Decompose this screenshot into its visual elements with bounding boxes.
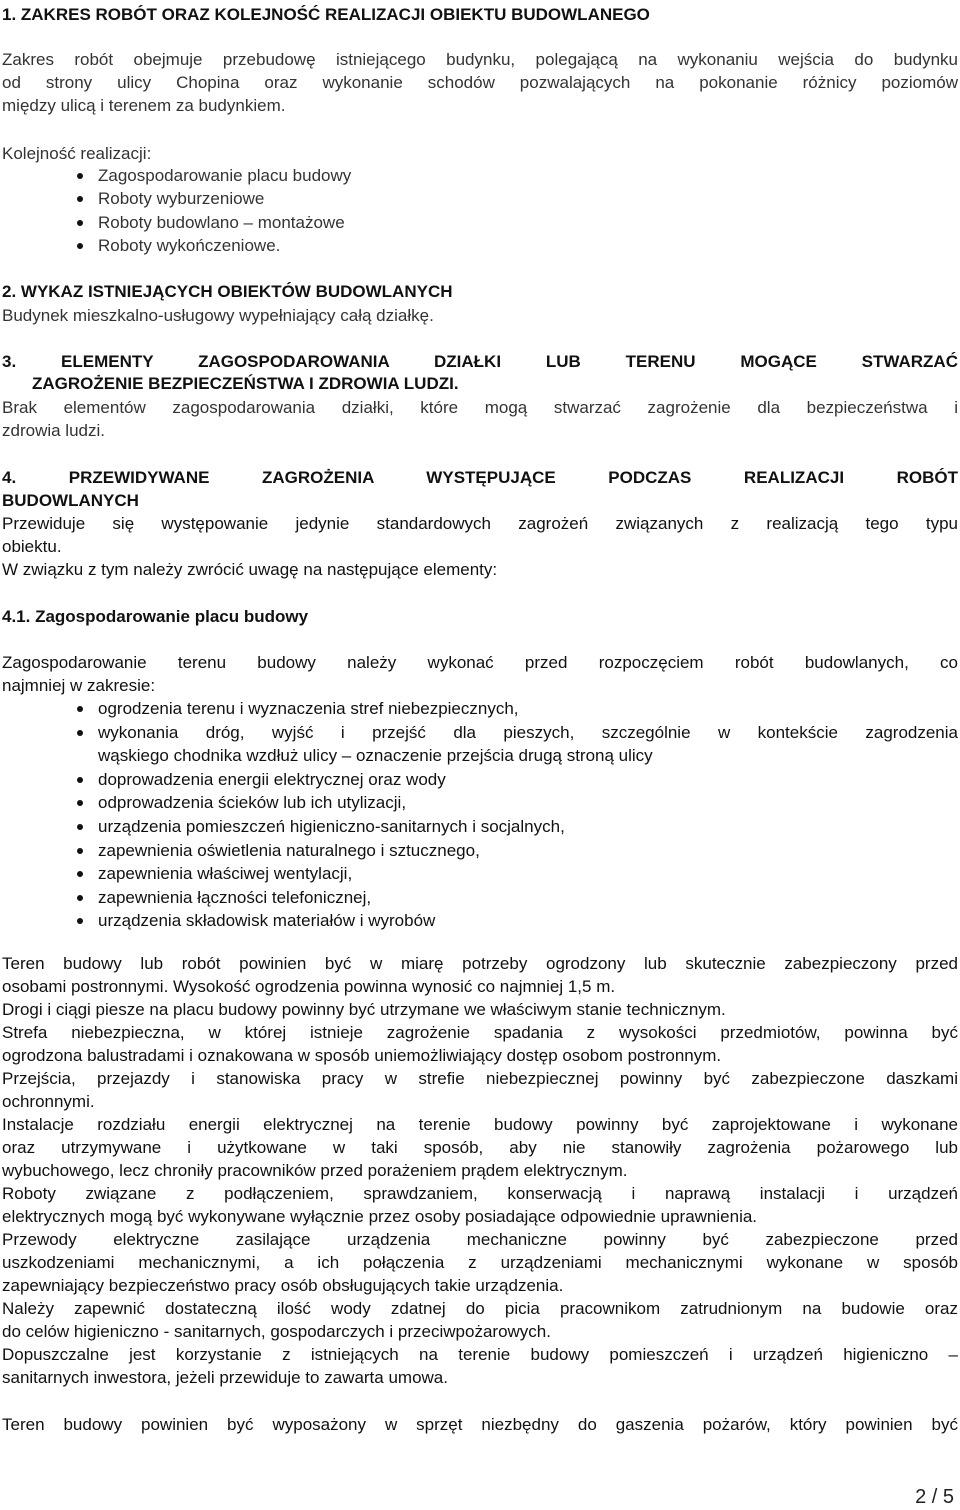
list-item: doprowadzenia energii elektrycznej oraz wody bbox=[70, 768, 958, 792]
list-item: Roboty wyburzeniowe bbox=[70, 187, 950, 210]
paragraph-line: wybuchowego, lecz chroniły pracowników przed porażeniem prądem elektrycznym. bbox=[2, 1161, 628, 1180]
paragraph-line: Należy zapewnić dostateczną ilość wody zdatnej do picia pracownikom zatrudnionym na budowie oraz bbox=[2, 1299, 958, 1318]
list-item: zapewnienia łączności telefonicznej, bbox=[70, 886, 958, 910]
paragraph-line: ochronnymi. bbox=[2, 1092, 95, 1111]
section-3-heading-cont: ZAGROŻENIE BEZPIECZEŃSTWA I ZDROWIA LUDZI. bbox=[32, 374, 459, 393]
paragraph-line: Roboty związane z podłączeniem, sprawdzaniem, konserwacją i naprawą instalacji i urządzeń bbox=[2, 1184, 958, 1203]
paragraph-line: oraz utrzymywane i użytkowane w taki sposób, aby nie stanowiły zagrożenia pożarowego lub bbox=[2, 1138, 958, 1157]
order-label: Kolejność realizacji: bbox=[2, 144, 152, 163]
paragraph-line: Teren budowy lub robót powinien być w miarę potrzeby ogrodzony lub skutecznie zabezpieczony przed bbox=[2, 954, 958, 973]
paragraph-line: uszkodzeniami mechanicznymi, a ich połączenia z urządzeniami mechanicznymi wykonane w sposób bbox=[2, 1253, 958, 1272]
section-4-1-heading: 4.1. Zagospodarowanie placu budowy bbox=[2, 607, 309, 626]
paragraph-line: Przejścia, przejazdy i stanowiska pracy w strefie niebezpiecznej powinny być zabezpieczone daszkami bbox=[2, 1069, 958, 1088]
section-4-heading: 4. PRZEWIDYWANE ZAGROŻENIA WYSTĘPUJĄCE PODCZAS REALIZACJI ROBÓT bbox=[2, 468, 958, 487]
paragraph-line: W związku z tym należy zwrócić uwagę na następujące elementy: bbox=[2, 560, 498, 579]
paragraph-line: Zagospodarowanie terenu budowy należy wykonać przed rozpoczęciem robót budowlanych, co bbox=[2, 653, 958, 672]
paragraph-line: od strony ulicy Chopina oraz wykonanie schodów pozwalających na pokonanie różnicy poziomów bbox=[2, 73, 958, 92]
paragraph-line: zdrowia ludzi. bbox=[2, 421, 105, 440]
section-2-heading: 2. WYKAZ ISTNIEJĄCYCH OBIEKTÓW BUDOWLANYCH bbox=[2, 282, 453, 301]
list-item-continuation: wąskiego chodnika wzdłuż ulicy – oznaczenie przejścia drugą stroną ulicy bbox=[98, 746, 653, 766]
paragraph-line: Zakres robót obejmuje przebudowę istniejącego budynku, polegającą na wykonaniu wejścia do budynku bbox=[2, 50, 958, 69]
paragraph-line: osobami postronnymi. Wysokość ogrodzenia powinna wynosić co najmniej 1,5 m. bbox=[2, 977, 616, 996]
site-scope-list bbox=[70, 697, 958, 933]
section-3-heading: 3. ELEMENTY ZAGOSPODAROWANIA DZIAŁKI LUB TERENU MOGĄCE STWARZAĆ bbox=[2, 352, 958, 371]
paragraph-line: Budynek mieszkalno-usługowy wypełniający całą działkę. bbox=[2, 306, 434, 325]
paragraph-line: Drogi i ciągi piesze na placu budowy powinny być utrzymane we właściwym stanie technicznym. bbox=[2, 1000, 726, 1019]
paragraph-line: Brak elementów zagospodarowania działki, które mogą stwarzać zagrożenie dla bezpieczeństwa i bbox=[2, 398, 958, 417]
paragraph-line: do celów higieniczno - sanitarnych, gospodarczych i przeciwpożarowych. bbox=[2, 1322, 551, 1341]
list-item: odprowadzenia ścieków lub ich utylizacji, bbox=[70, 791, 958, 815]
section-4-heading-cont: BUDOWLANYCH bbox=[2, 491, 139, 510]
page-number: 2 / 5 bbox=[915, 1486, 954, 1508]
list-item: zapewnienia właściwej wentylacji, bbox=[70, 862, 958, 886]
paragraph-line: Przewiduje się występowanie jedynie standardowych zagrożeń związanych z realizacją tego typu bbox=[2, 514, 958, 533]
paragraph-line: obiektu. bbox=[2, 537, 62, 556]
paragraph-line: elektrycznych mogą być wykonywane wyłącznie przez osoby posiadające odpowiednie uprawnienia. bbox=[2, 1207, 758, 1226]
list-item: ogrodzenia terenu i wyznaczenia stref niebezpiecznych, bbox=[70, 697, 958, 721]
paragraph-line: Instalacje rozdziału energii elektrycznej na terenie budowy powinny być zaprojektowane i wykonane bbox=[2, 1115, 958, 1134]
paragraph-line: sanitarnych inwestora, jeżeli przewiduje to zawarta umowa. bbox=[2, 1368, 448, 1387]
list-item: wykonania dróg, wyjść i przejść dla pieszych, szczególnie w kontekście zagrodzenia bbox=[70, 721, 958, 745]
list-item: Roboty budowlano – montażowe bbox=[70, 211, 950, 234]
paragraph-line: między ulicą i terenem za budynkiem. bbox=[2, 96, 286, 115]
list-item: Roboty wykończeniowe. bbox=[70, 234, 950, 257]
list-item: urządzenia składowisk materiałów i wyrobów bbox=[70, 909, 958, 933]
paragraph-line: Strefa niebezpieczna, w której istnieje zagrożenie spadania z wysokości przedmiotów, powinna być bbox=[2, 1023, 958, 1042]
paragraph-line: ogrodzona balustradami i oznakowana w sposób uniemożliwiający dostęp osobom postronnym. bbox=[2, 1046, 722, 1065]
list-item: Zagospodarowanie placu budowy bbox=[70, 164, 950, 187]
order-list bbox=[70, 164, 950, 257]
paragraph-line: Teren budowy powinien być wyposażony w sprzęt niezbędny do gaszenia pożarów, który powinien być bbox=[2, 1415, 958, 1434]
paragraph-line: Dopuszczalne jest korzystanie z istniejących na terenie budowy pomieszczeń i urządzeń higieniczno – bbox=[2, 1345, 958, 1364]
section-1-heading: 1. ZAKRES ROBÓT ORAZ KOLEJNOŚĆ REALIZACJI OBIEKTU BUDOWLANEGO bbox=[2, 5, 650, 24]
list-item: zapewnienia oświetlenia naturalnego i sztucznego, bbox=[70, 839, 958, 863]
list-item: urządzenia pomieszczeń higieniczno-sanitarnych i socjalnych, bbox=[70, 815, 958, 839]
paragraph-line: zapewniający bezpieczeństwo pracy osób obsługujących takie urządzenia. bbox=[2, 1276, 564, 1295]
paragraph-line: najmniej w zakresie: bbox=[2, 676, 156, 695]
paragraph-line: Przewody elektryczne zasilające urządzenia mechaniczne powinny być zabezpieczone przed bbox=[2, 1230, 958, 1249]
